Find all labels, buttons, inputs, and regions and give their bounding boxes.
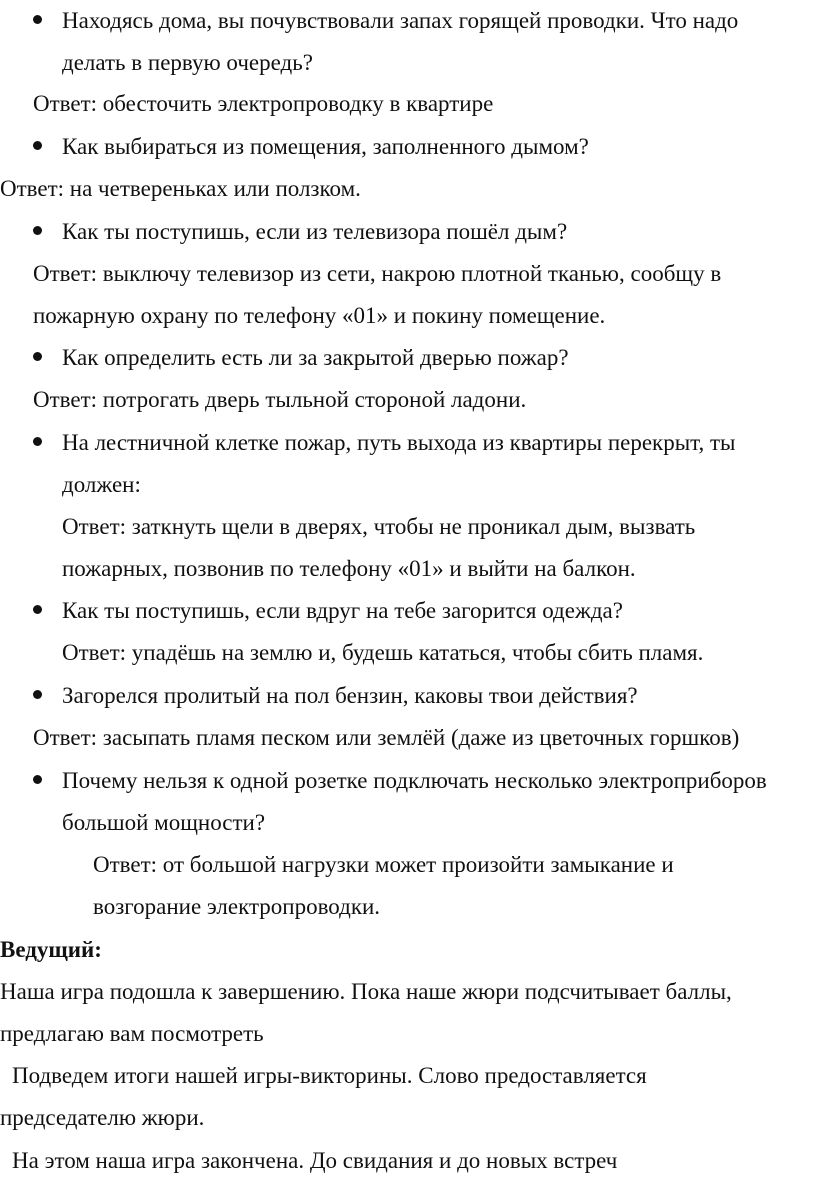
question-3-line-1: Как ты поступишь, если из телевизора пошёл дым?: [62, 219, 568, 244]
bullet-icon: [33, 226, 42, 235]
question-5-line-2: должен:: [62, 472, 141, 497]
answer-1-line-1: Ответ: обесточить электропроводку в квартире: [33, 91, 494, 116]
closing-paragraph-line-3: Подведем итоги нашей игры-викторины. Слово предоставляется: [12, 1063, 647, 1088]
question-8-line-2: большой мощности?: [62, 810, 266, 835]
bullet-icon: [33, 605, 42, 614]
bullet-icon: [33, 775, 42, 784]
bullet-icon: [33, 141, 42, 150]
closing-paragraph-line-2: предлагаю вам посмотреть: [0, 1021, 264, 1046]
answer-6-line-1: Ответ: упадёшь на землю и, будешь кататься, чтобы сбить пламя.: [62, 640, 704, 665]
answer-8-line-2: возгорание электропроводки.: [93, 894, 381, 919]
question-1-line-1: Находясь дома, вы почувствовали запах горящей проводки. Что надо: [62, 8, 739, 33]
question-6-line-1: Как ты поступишь, если вдруг на тебе загорится одежда?: [62, 598, 623, 623]
bullet-icon: [33, 437, 42, 446]
bullet-icon: [33, 15, 42, 24]
answer-5-line-2: пожарных, позвонив по телефону «01» и выйти на балкон.: [62, 556, 636, 581]
answer-8-line-1: Ответ: от большой нагрузки может произойти замыкание и: [93, 852, 674, 877]
closing-paragraph-line-4: председателю жюри.: [0, 1105, 205, 1130]
question-8-line-1: Почему нельзя к одной розетке подключать несколько электроприборов: [62, 768, 767, 793]
answer-7-line-1: Ответ: засыпать пламя песком или землёй (даже из цветочных горшков): [33, 725, 740, 750]
question-4-line-1: Как определить есть ли за закрытой дверью пожар?: [62, 345, 569, 370]
answer-2-line-1: Ответ: на четвереньках или ползком.: [0, 176, 361, 201]
question-1-line-2: делать в первую очередь?: [62, 50, 313, 75]
question-7-line-1: Загорелся пролитый на пол бензин, каковы твои действия?: [62, 683, 638, 708]
bullet-icon: [33, 352, 42, 361]
answer-3-line-1: Ответ: выключу телевизор из сети, накрою плотной тканью, сообщу в: [33, 261, 722, 286]
closing-paragraph-line-5: На этом наша игра закончена. До свидания и до новых встреч: [12, 1148, 618, 1173]
answer-3-line-2: пожарную охрану по телефону «01» и покину помещение.: [33, 303, 606, 328]
bullet-icon: [33, 690, 42, 699]
answer-4-line-1: Ответ: потрогать дверь тыльной стороной ладони.: [33, 387, 527, 412]
question-2-line-1: Как выбираться из помещения, заполненного дымом?: [62, 134, 589, 159]
closing-paragraph-line-1: Наша игра подошла к завершению. Пока наше жюри подсчитывает баллы,: [0, 979, 732, 1004]
answer-5-line-1: Ответ: заткнуть щели в дверях, чтобы не проникал дым, вызвать: [62, 514, 696, 539]
section-heading: Ведущий:: [0, 937, 102, 962]
question-5-line-1: На лестничной клетке пожар, путь выхода из квартиры перекрыт, ты: [62, 430, 736, 455]
